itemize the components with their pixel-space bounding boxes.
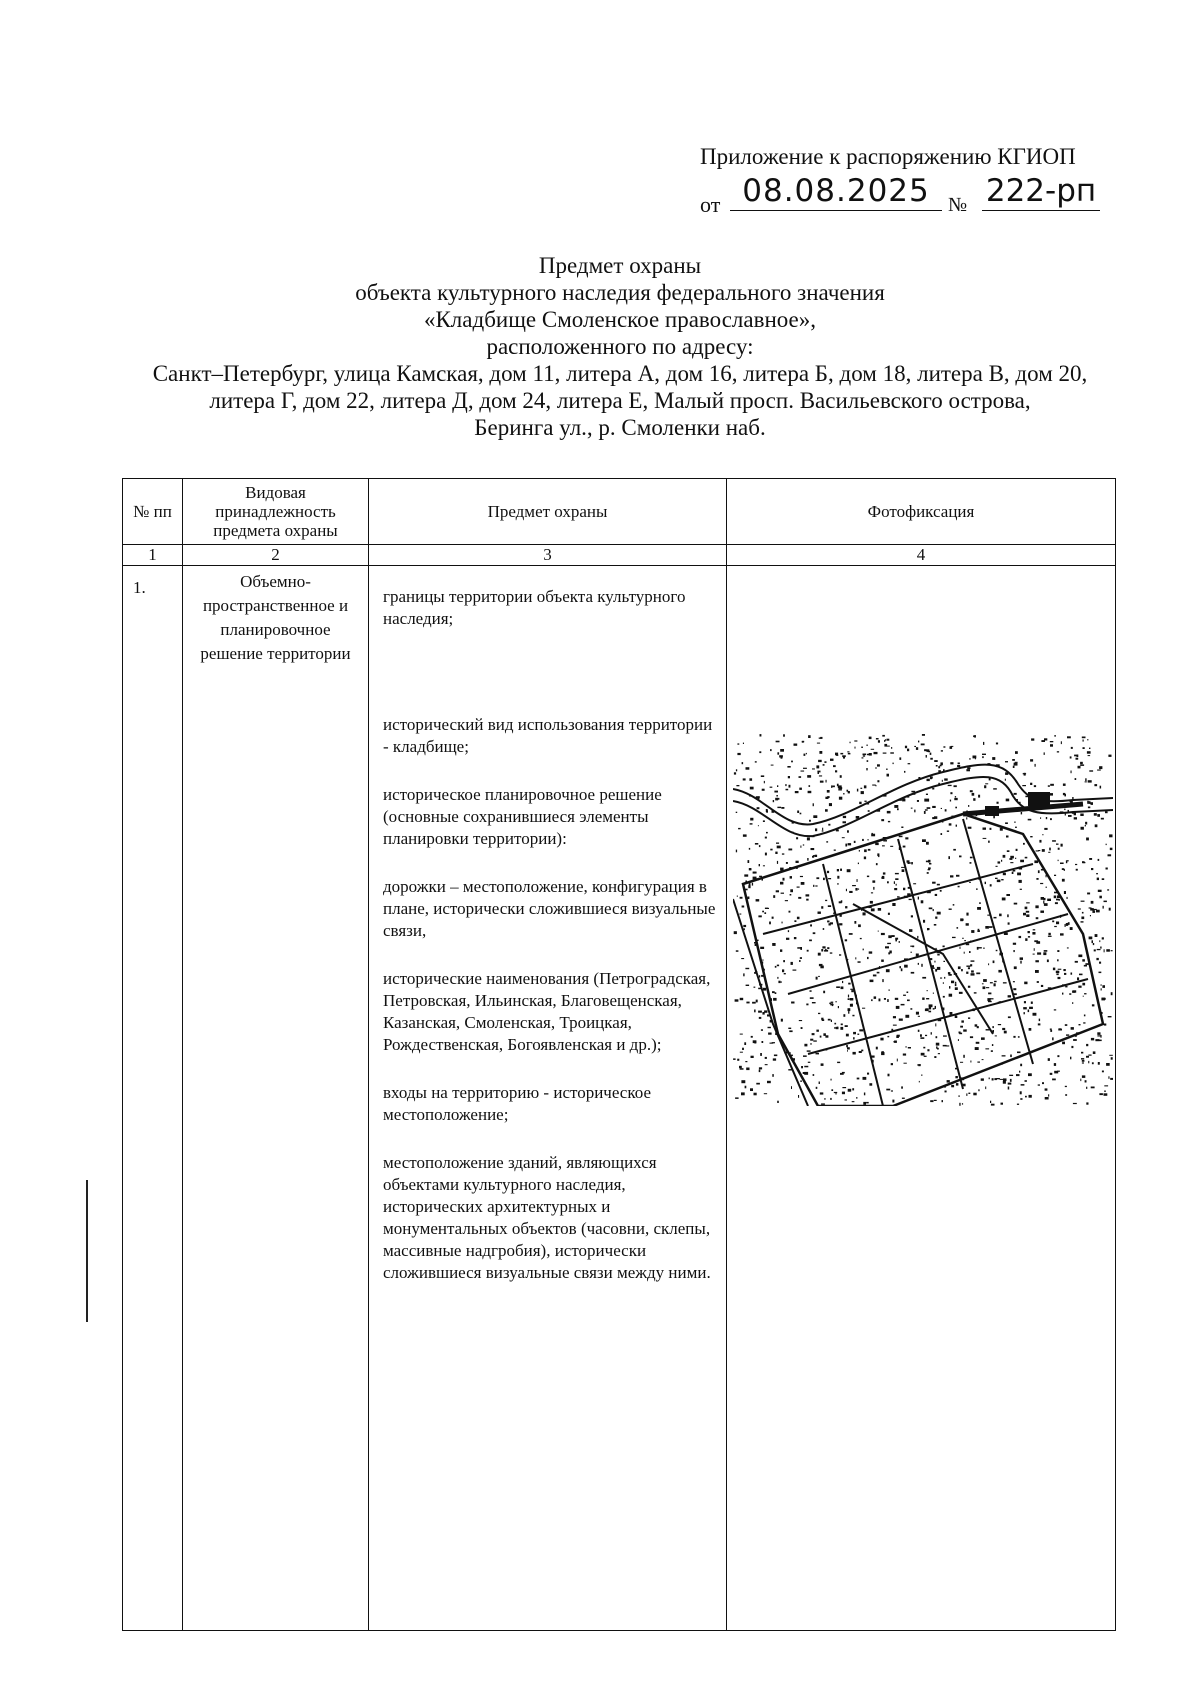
margin-mark	[86, 1180, 88, 1322]
cemetery-aerial-photo	[733, 734, 1113, 1106]
header-no: № пп	[123, 479, 183, 545]
table-row	[123, 566, 1116, 1631]
header-subject: Предмет охраны	[369, 479, 727, 545]
order-reference	[700, 173, 1120, 217]
appendix-header	[700, 142, 1120, 216]
subject-item: исторические наименования (Петроградская, Петровская, Ильинская, Благовещенская, Казанская, Смоленская, Троицкая, Рождественская, Богоявленская и др.);	[383, 969, 711, 1054]
header-kind: Видовая принадлежность предмета охраны	[183, 479, 369, 545]
address-line-1: Санкт–Петербург, улица Камская, дом 11, литера А, дом 16, литера Б, дом 18, литера В, дом 20,	[152, 361, 1088, 386]
subject-item: дорожки – местоположение, конфигурация в плане, исторически сложившиеся визуальные связи,	[383, 877, 716, 940]
column-number: 1	[123, 545, 183, 566]
subject-item: границы территории объекта культурного наследия;	[383, 587, 686, 628]
address-line-3: Беринга ул., р. Смоленки наб.	[474, 415, 766, 440]
order-date: 08.08.2025	[730, 176, 942, 211]
header-photo: Фотофиксация	[727, 479, 1116, 545]
order-number: 222-рп	[982, 176, 1100, 211]
column-number: 4	[727, 545, 1116, 566]
subject-item: историческое планировочное решение (основные сохранившиеся элементы планировки территории):	[383, 785, 662, 848]
document-title	[100, 252, 1140, 441]
table-header-row	[123, 479, 1116, 545]
appendix-title: Приложение к распоряжению КГИОП	[700, 144, 1076, 169]
number-prefix: №	[948, 194, 968, 216]
row-kind: Объемно-пространственное и планировочное решение территории	[183, 566, 369, 1631]
title-line-1: Предмет охраны	[538, 253, 702, 278]
column-number: 2	[183, 545, 369, 566]
row-subject	[369, 566, 727, 1631]
subject-item: местоположение зданий, являющихся объектами культурного наследия, исторических архитектурных и монументальных объектов (часовни, склепы, массивные надгробия), исторически сложившиеся визуальные связи между ними.	[383, 1153, 711, 1282]
row-photo	[727, 566, 1116, 1631]
column-number-row	[123, 545, 1116, 566]
title-line-4: расположенного по адресу:	[486, 334, 754, 359]
address-line-2: литера Г, дом 22, литера Д, дом 24, литера Е, Малый просп. Васильевского острова,	[209, 388, 1031, 413]
title-line-2: объекта культурного наследия федерального значения	[355, 280, 885, 305]
column-number: 3	[369, 545, 727, 566]
row-number: 1.	[123, 566, 183, 1631]
title-line-3: «Кладбище Смоленское православное»,	[423, 307, 817, 332]
protection-table	[122, 478, 1116, 1631]
subject-item: исторический вид использования территории - кладбище;	[383, 715, 713, 756]
subject-item: входы на территорию - историческое местоположение;	[383, 1083, 651, 1124]
date-prefix: от	[700, 192, 721, 217]
